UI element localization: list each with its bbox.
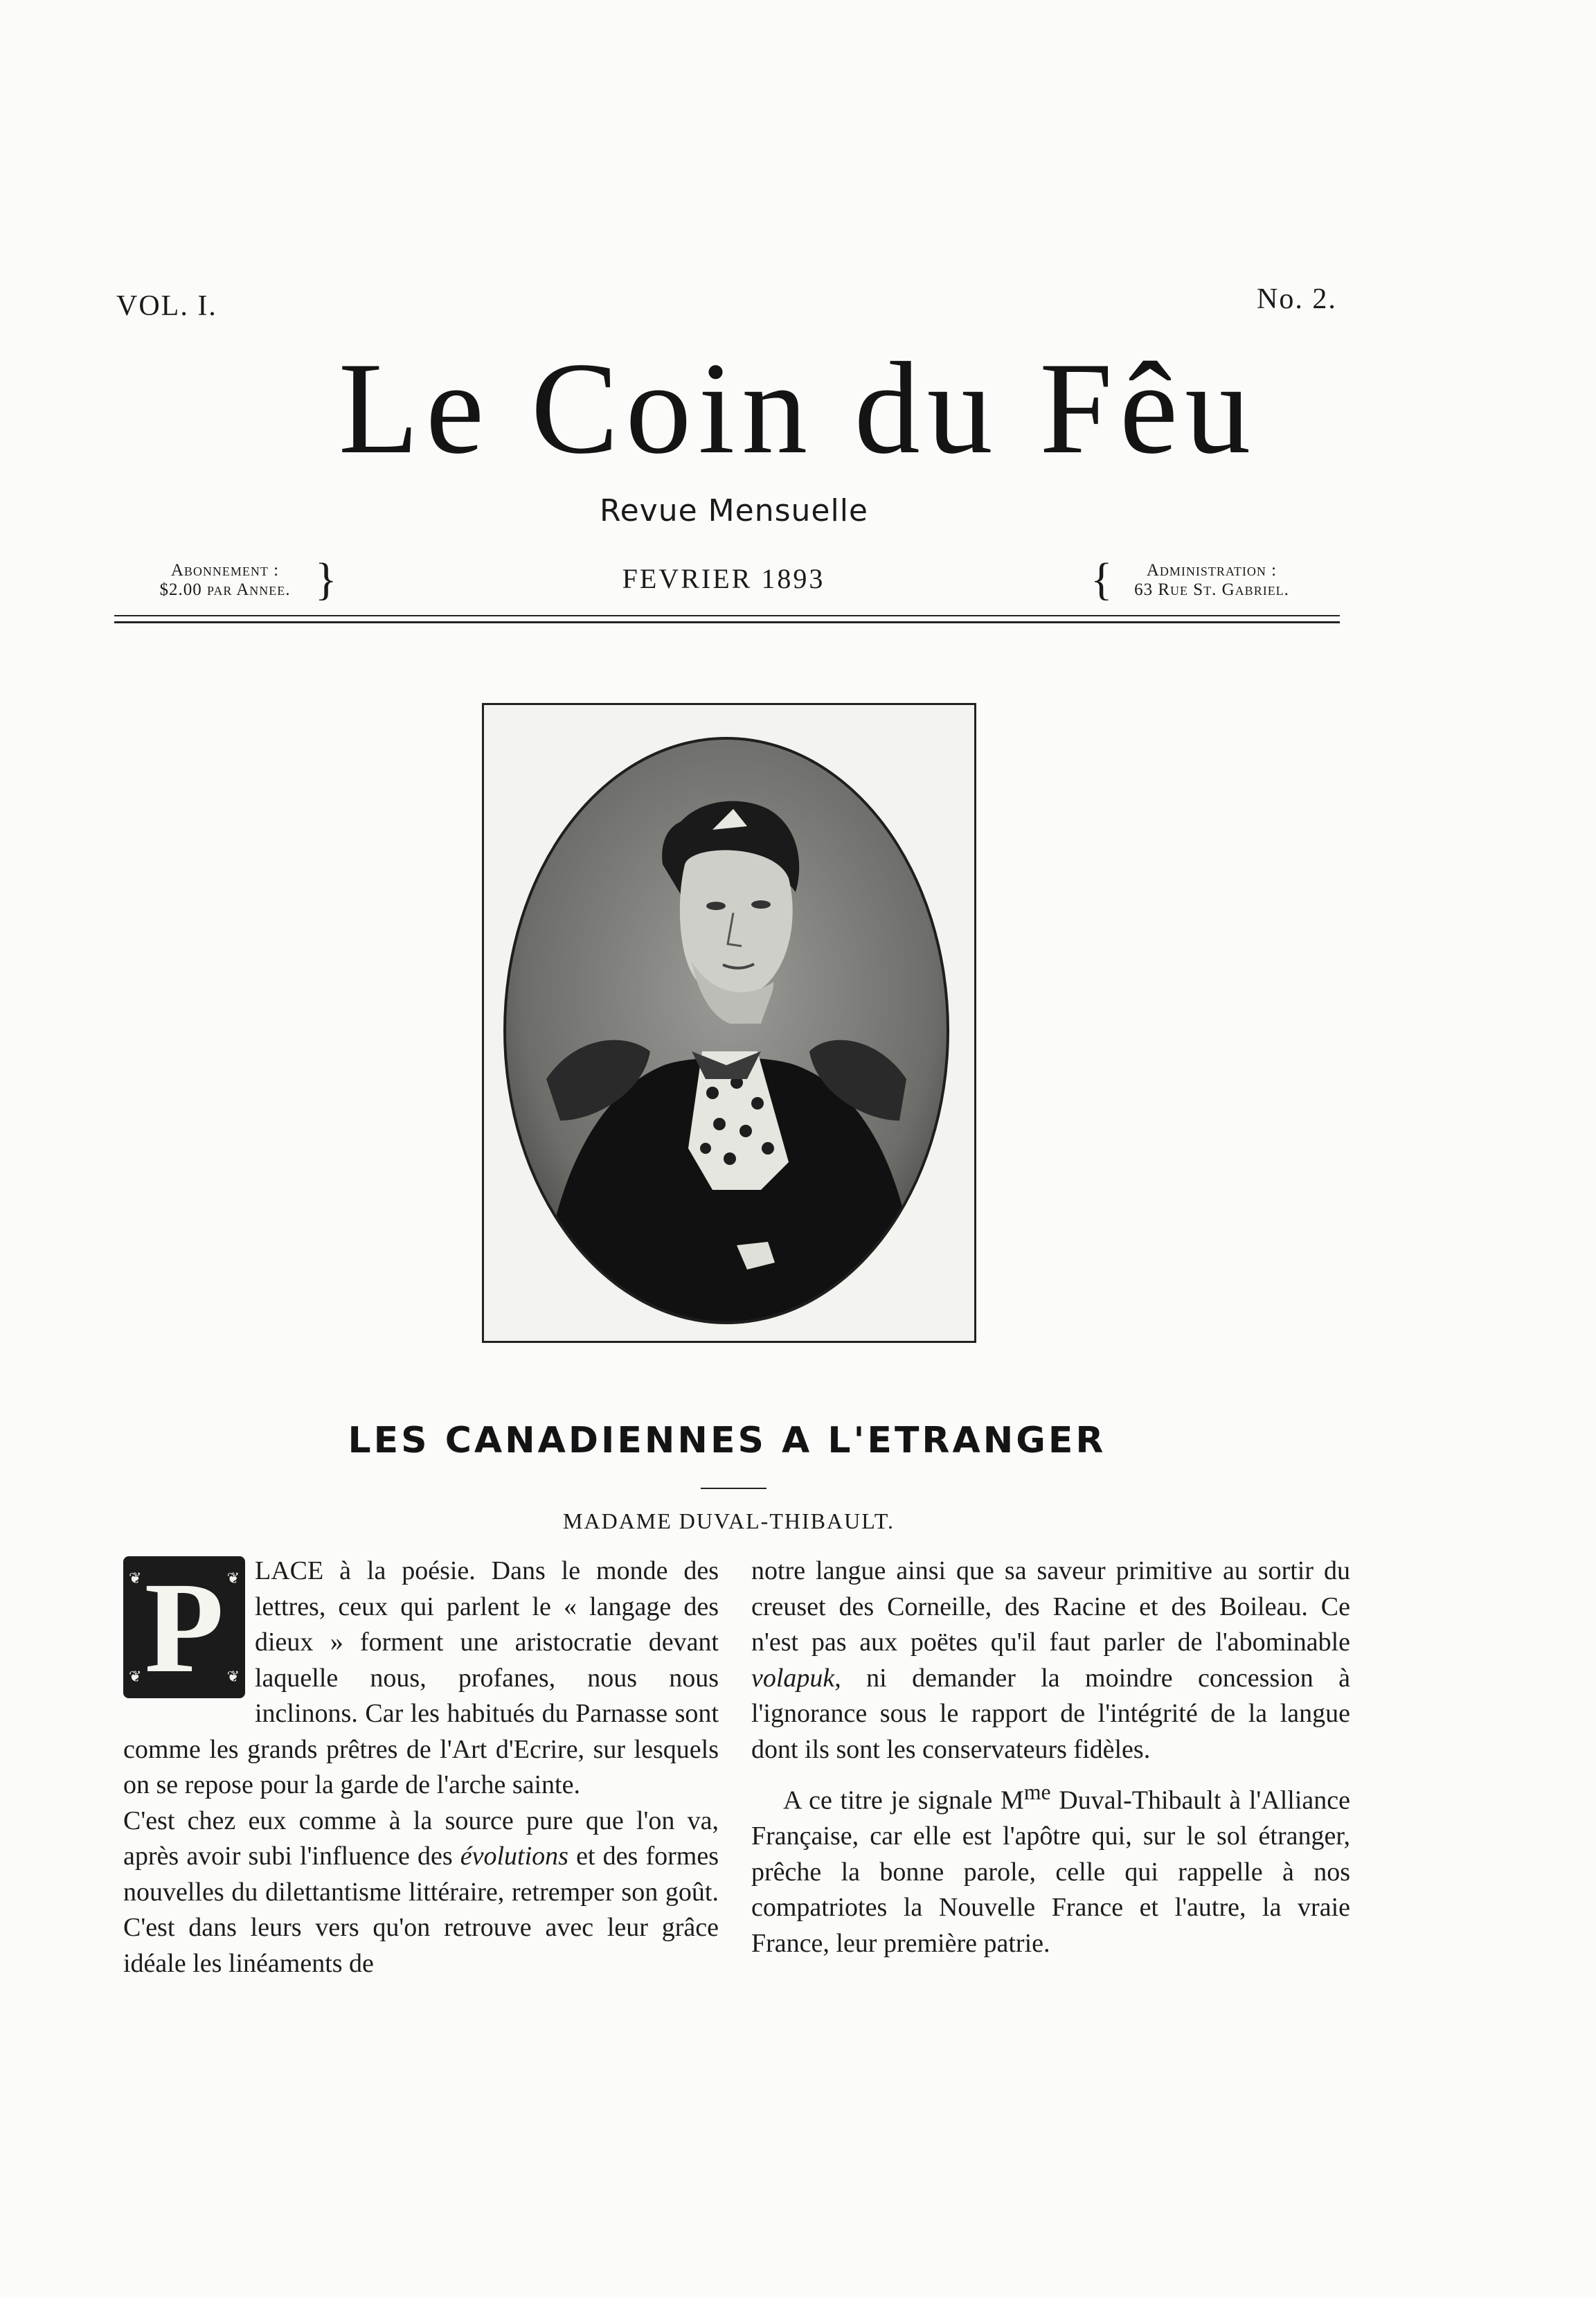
paragraph-4-text-b: Duval-Thibault à l'Alliance Française, car elle est l'apôtre qui, sur le sol étranger, prêche la bonne parole, celle qui rappelle à nos compatriotes la Nouvelle France et l'autre, la vraie France, leur première patrie.: [751, 1785, 1350, 1958]
paragraph-3-text-a: notre langue ainsi que sa saveur primitive au sortir du creuset des Corneille, des Racine et des Boileau. Ce n'est pas aux poëtes qu'il faut parler de l'abominable: [751, 1556, 1350, 1657]
paragraph-2: [123, 1803, 719, 1982]
title-rule: [701, 1488, 766, 1489]
paragraph-2-text-b: et des formes nouvelles du dilettantisme littéraire, retremper son goût. C'est dans leurs vers qu'on retrouve avec leur grâce idéale les linéaments de: [123, 1842, 719, 1978]
header-rule-thin: [114, 615, 1340, 616]
paragraph-4-text-a: A ce titre je signale M: [783, 1785, 1024, 1815]
administration-info: [1108, 561, 1316, 600]
paragraph-3-emphasis: volapuk: [751, 1663, 835, 1693]
masthead-title: Le Coin du Fêu: [338, 336, 1258, 481]
dropcap-letter: P: [144, 1556, 224, 1698]
dropcap-ornament: [123, 1556, 245, 1698]
ornament-glyph: ❦: [129, 1667, 142, 1685]
administration-address: 63 Rue St. Gabriel.: [1134, 580, 1289, 599]
ornament-glyph: ❦: [129, 1569, 142, 1587]
subscription-price: $2.00 par Annee.: [159, 580, 291, 599]
portrait-photo: [482, 703, 976, 1343]
header-rule-thick: [114, 621, 1340, 623]
subscription-label: Abonnement :: [170, 561, 280, 580]
subscription-brace: }: [315, 554, 337, 605]
volume-label: VOL. I.: [116, 290, 217, 322]
masthead-subtitle: Revue Mensuelle: [600, 493, 868, 528]
portrait-illustration: [484, 705, 974, 1341]
article-byline: MADAME DUVAL-THIBAULT.: [563, 1508, 895, 1533]
paragraph-4-superscript: me: [1023, 1780, 1051, 1804]
article-title: LES CANADIENNES A L'ETRANGER: [348, 1420, 1106, 1461]
administration-brace: {: [1091, 554, 1113, 605]
ornament-glyph: ❦: [226, 1569, 240, 1587]
paragraph-1: LACE à la poésie. Dans le monde des lettres, ceux qui parlent le « langage des dieux » forment une aristocratie devant laquelle nous, profanes, nous nous inclinons. Car les habitués du Parnasse sont comme les grands prêtres de l'Art d'Ecrire, sur lesquels on se repose pour la garde de l'arche sainte.: [123, 1556, 719, 1799]
article-column-left: [123, 1553, 719, 1981]
paragraph-2-text-a: C'est chez eux comme à la source pure que l'on va, après avoir subi l'influence des: [123, 1806, 719, 1871]
article-column-right: [751, 1553, 1350, 1961]
paragraph-2-emphasis: évolutions: [460, 1842, 568, 1871]
paragraph-3-text-b: , ni demander la moindre concession à l'ignorance sous le rapport de l'intégrité de la langue dont ils sont les conservateurs fidèles.: [751, 1663, 1350, 1764]
paragraph-4: [751, 1774, 1350, 1961]
administration-label: Administration :: [1146, 561, 1277, 580]
ornament-glyph: ❦: [226, 1667, 240, 1685]
issue-date: FEVRIER 1893: [622, 563, 825, 594]
paragraph-3: [751, 1553, 1350, 1767]
issue-number: No. 2.: [1257, 283, 1337, 315]
